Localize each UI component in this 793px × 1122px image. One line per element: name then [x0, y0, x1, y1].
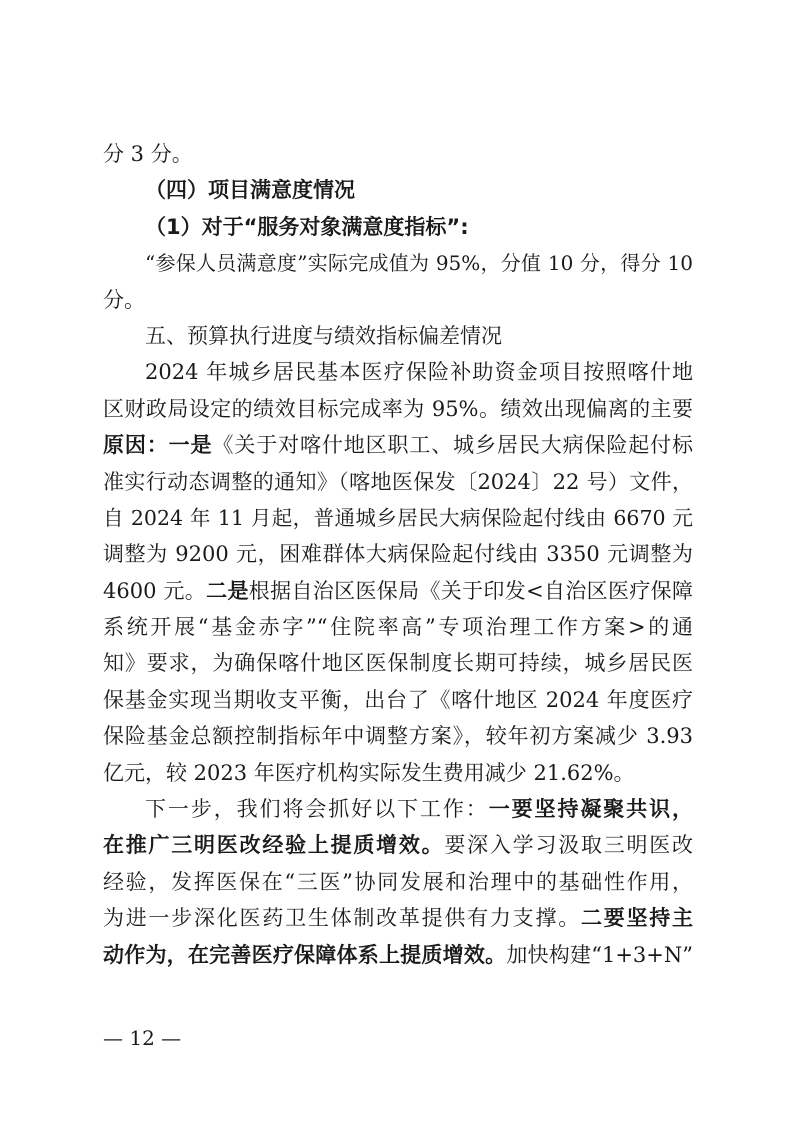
- text-line: [103, 827, 693, 863]
- text-span: 《关于对喀什地区职工、城乡居民大病保险起付标: [212, 433, 694, 458]
- subsection-heading: （1）对于“服务对象满意度指标”:: [145, 214, 469, 239]
- text-line: 分 3 分。: [103, 142, 193, 166]
- text-line: [103, 937, 693, 973]
- text-line: [103, 900, 693, 936]
- text-line: 经验，发挥医保在“三医”协同发展和治理中的基础性作用，: [103, 869, 693, 894]
- section-heading: （四）项目满意度情况: [145, 178, 355, 203]
- text-line: 2024 年城乡居民基本医疗保险补助资金项目按照喀什地: [145, 360, 693, 385]
- text-line: 保险基金总额控制指标年中调整方案》，较年初方案减少 3.93: [103, 724, 693, 749]
- text-span: 下一步，我们将会抓好以下工作：: [145, 797, 489, 822]
- emphasis-text: 二是: [206, 578, 249, 603]
- text-line: 准实行动态调整的通知》（喀地医保发〔2024〕22 号）文件，: [103, 469, 693, 494]
- text-span: 要深入学习汲取三明医改: [444, 833, 694, 858]
- text-span: 4600 元。: [103, 578, 207, 603]
- text-line: “参保人员满意度”实际完成值为 95%，分值 10 分，得分 10: [145, 251, 693, 276]
- text-line: 自 2024 年 11 月起，普通城乡居民大病保险起付线由 6670 元: [103, 505, 693, 530]
- text-line: 区财政局设定的绩效目标完成率为 95%。绩效出现偏离的主要: [103, 396, 693, 421]
- emphasis-text: 二要坚持主: [580, 906, 694, 931]
- text-line: 保基金实现当期收支平衡，出台了《喀什地区 2024 年度医疗: [103, 687, 693, 712]
- text-span: 根据自治区医保局《关于印发<自治区医疗保障: [248, 578, 694, 603]
- text-line: 调整为 9200 元，困难群体大病保险起付线由 3350 元调整为: [103, 542, 693, 567]
- document-body: [103, 136, 693, 973]
- section-heading: 五、预算执行进度与绩效指标偏差情况: [145, 323, 502, 348]
- text-line: [103, 791, 693, 827]
- text-line: 分。: [103, 287, 145, 312]
- emphasis-text: 一要坚持凝聚共识，: [488, 797, 694, 822]
- page-number: — 12 —: [103, 1026, 182, 1050]
- text-line: 亿元，较 2023 年医疗机构实际发生费用减少 21.62%。: [103, 760, 635, 785]
- text-line: [103, 427, 693, 463]
- text-line: [103, 573, 693, 609]
- emphasis-text: 在推广三明医改经验上提质增效。: [103, 833, 445, 858]
- text-line: 知》要求，为确保喀什地区医保制度长期可持续，城乡居民医: [103, 651, 693, 676]
- emphasis-text: 原因：一是: [103, 433, 213, 458]
- text-span: 加快构建“1+3+N”: [506, 942, 693, 967]
- text-line: 系统开展“基金赤字”“住院率高”专项治理工作方案>的通: [103, 615, 693, 640]
- emphasis-text: 动作为，在完善医疗保障体系上提质增效。: [103, 942, 507, 967]
- text-span: 为进一步深化医药卫生体制改革提供有力支撑。: [103, 906, 581, 931]
